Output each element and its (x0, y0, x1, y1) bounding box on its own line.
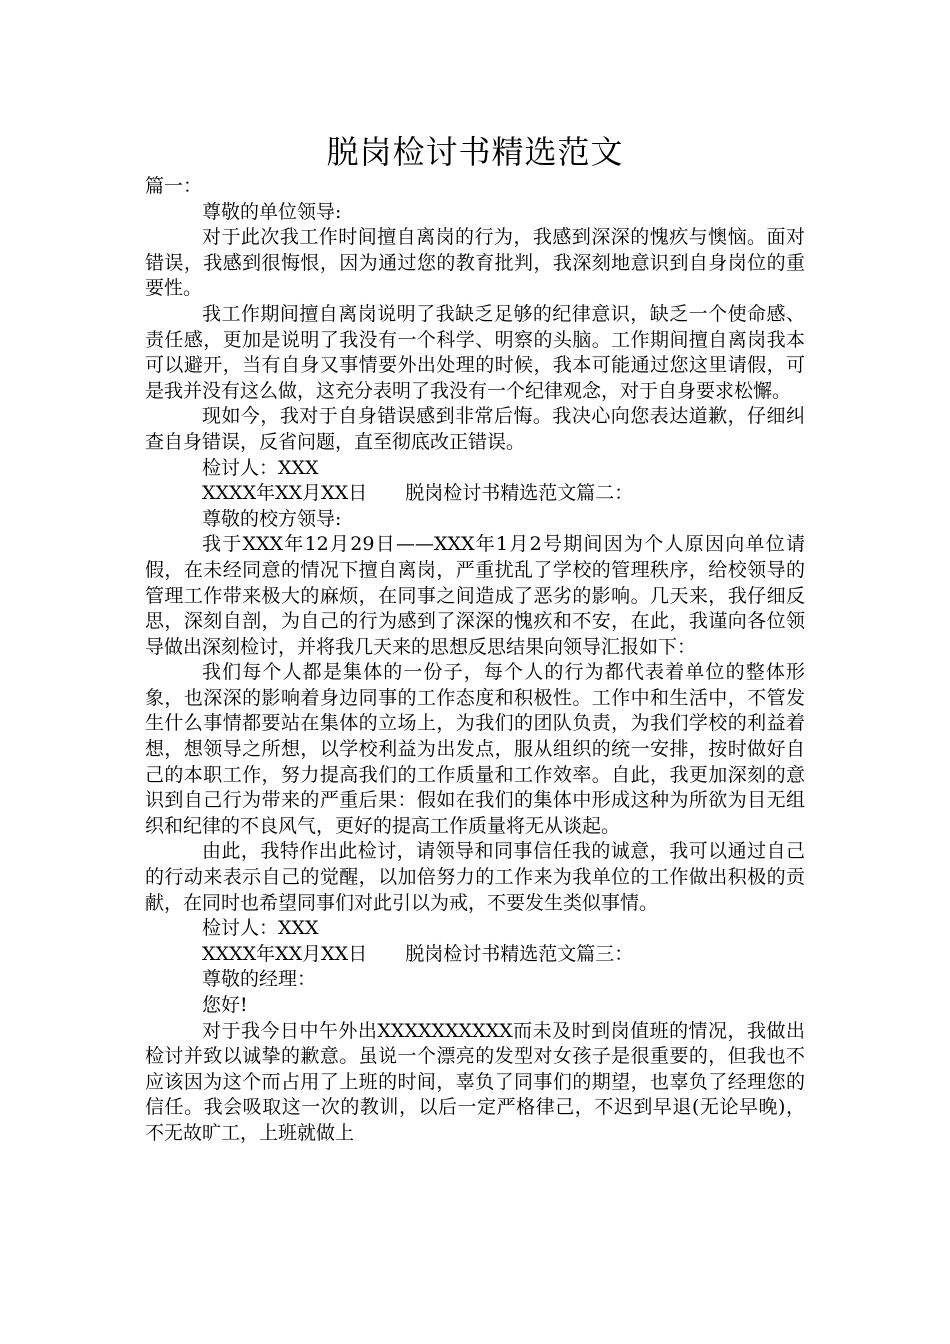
document-title: 脱岗检讨书精选范文 (326, 133, 624, 171)
document-paragraph: 现如今，我对于自身错误感到非常后悔。我决心向您表达道歉，仔细纠查自身错误，反省问题，直至彻底改正错误。 (145, 405, 805, 453)
document-paragraph: 由此，我特作出此检讨，请领导和同事信任我的诚意，我可以通过自己的行动来表示自己的觉醒，以加倍努力的工作来为我单位的工作做出积极的贡献，在同时也希望同事们对此引以为戒，不要发生类似事情。 (145, 840, 805, 914)
document-paragraph: 对于此次我工作时间擅自离岗的行为，我感到深深的愧疚与懊恼。面对错误，我感到很悔恨，因为通过您的教育批判，我深刻地意识到自身岗位的重要性。 (145, 226, 805, 300)
document-paragraph: 我工作期间擅自离岗说明了我缺乏足够的纪律意识，缺乏一个使命感、责任感，更加是说明了我没有一个科学、明察的头脑。工作期间擅自离岗我本可以避开，当有自身又事情要外出处理的时候，我本可能通过您这里请假，可是我并没有这么做，这充分表明了我没有一个纪律观念，对于自身要求松懈。 (145, 302, 805, 402)
document-paragraph: 我于XXX年12月29日——XXX年1月2号期间因为个人原因向单位请假，在未经同意的情况下擅自离岗，严重扰乱了学校的管理秩序，给校领导的管理工作带来极大的麻烦，在同事之间造成了恶劣的影响。几天来，我仔细反思，深刻自剖，为自己的行为感到了深深的愧疚和不安，在此，我谨向各位领导做出深刻检讨，并将我几天来的思想反思结果向领导汇报如下： (145, 533, 805, 658)
document-body (145, 174, 805, 1147)
document-paragraph: 我们每个人都是集体的一份子，每个人的行为都代表着单位的整体形象，也深深的影响着身边同事的工作态度和积极性。工作中和生活中，不管发生什么事情都要站在集体的立场上，为我们的团队负责，为我们学校的利益着想，想领导之所想，以学校利益为出发点，服从组织的统一安排，按时做好自己的本职工作，努力提高我们的工作质量和工作效率。自此，我更加深刻的意识到自己行为带来的严重后果：假如在我们的集体中形成这种为所欲为目无组织和纪律的不良风气，更好的提高工作质量将无从谈起。 (145, 661, 805, 837)
document-paragraph: 篇一： (145, 175, 203, 197)
document-paragraph: 尊敬的校方领导: (202, 507, 342, 530)
document-paragraph: 尊敬的单位领导: (202, 200, 342, 223)
document-paragraph: 对于我今日中午外出XXXXXXXXXX而未及时到岗值班的情况，我做出检讨并致以诚挚的歉意。虽说一个漂亮的发型对女孩子是很重要的，但我也不应该因为这个而占用了上班的时间，辜负了同事们的期望，也辜负了经理您的信任。我会吸取这一次的教训，以后一定严格律己，不迟到早退(无论早晚)，不无故旷工，上班就做上 (145, 1019, 805, 1144)
document-paragraph: 您好! (202, 994, 248, 1016)
document-page (145, 130, 805, 1147)
document-paragraph: 检讨人：XXX (202, 917, 319, 940)
document-paragraph: XXXX年XX月XX日 脱岗检讨书精选范文篇三： (202, 942, 634, 965)
document-paragraph: 检讨人：XXX (202, 456, 319, 479)
document-paragraph: XXXX年XX月XX日 脱岗检讨书精选范文篇二： (202, 482, 634, 505)
document-paragraph: 尊敬的经理： (202, 968, 317, 991)
